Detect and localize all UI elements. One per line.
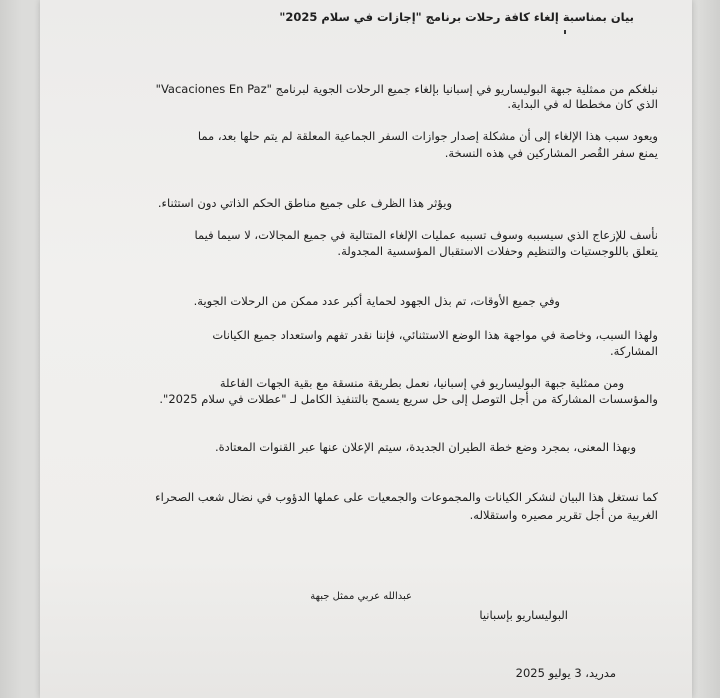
- paragraph-6-line-1: ولهذا السبب، وخاصة في مواجهة هذا الوضع الاستثنائي، فإننا نقدر تفهم واستعداد جميع الكيانات: [212, 328, 658, 342]
- paragraph-1-line-2: الذي كان مخططا له في البداية.: [507, 97, 658, 111]
- document-page: [40, 0, 692, 698]
- paragraph-4-line-1: نأسف للإزعاج الذي سيسببه وسوف تسببه عمليات الإلغاء المتتالية في جميع المجالات، لا سيما فيما: [194, 228, 658, 242]
- document-date: مدريد، 3 يوليو 2025: [515, 666, 616, 680]
- paragraph-2-line-2: يمنع سفر القُصر المشاركين في هذه النسخة.: [444, 146, 658, 160]
- paragraph-9-line-2: الغربية من أجل تقرير مصيره واستقلاله.: [469, 508, 658, 522]
- paragraph-8-line-1: وبهذا المعنى، بمجرد وضع خطة الطيران الجديدة، سيتم الإعلان عنها عبر القنوات المعتادة.: [214, 440, 636, 454]
- paragraph-7-line-1: ومن ممثلية جبهة البوليساريو في إسبانيا، نعمل بطريقة منسقة مع بقية الجهات الفاعلة: [219, 376, 624, 390]
- signature-organization: البوليساريو بإسبانيا: [479, 608, 568, 622]
- ink-mark: [564, 30, 566, 34]
- paragraph-3-line-1: ويؤثر هذا الظرف على جميع مناطق الحكم الذاتي دون استثناء.: [157, 196, 452, 210]
- paragraph-6-line-2: المشاركة.: [610, 344, 658, 358]
- paragraph-1-line-1: نبلغكم من ممثلية جبهة البوليساريو في إسبانيا بإلغاء جميع الرحلات الجوية لبرنامج "Vacaciones En Paz": [155, 82, 658, 96]
- document-title: بيان بمناسبة إلغاء كافة رحلات برنامج "إجازات في سلام 2025": [279, 10, 634, 24]
- signature-name: عبدالله عربي ممثل جبهة: [310, 591, 412, 602]
- paragraph-9-line-1: كما نستغل هذا البيان لنشكر الكيانات والمجموعات والجمعيات على عملها الدؤوب في نضال شعب الصحراء: [155, 490, 658, 504]
- paragraph-2-line-1: ويعود سبب هذا الإلغاء إلى أن مشكلة إصدار جوازات السفر الجماعية المعلقة لم يتم حلها بعد، مما: [197, 129, 658, 143]
- paragraph-5-line-1: وفي جميع الأوقات، تم بذل الجهود لحماية أكبر عدد ممكن من الرحلات الجوية.: [193, 294, 560, 308]
- paragraph-4-line-2: يتعلق باللوجستيات والتنظيم وحفلات الاستقبال المؤسسية المجدولة.: [337, 244, 658, 258]
- paragraph-7-line-2: والمؤسسات المشاركة من أجل التوصل إلى حل سريع يسمح بالتنفيذ الكامل لـ "عطلات في سلام 2025".: [159, 392, 658, 406]
